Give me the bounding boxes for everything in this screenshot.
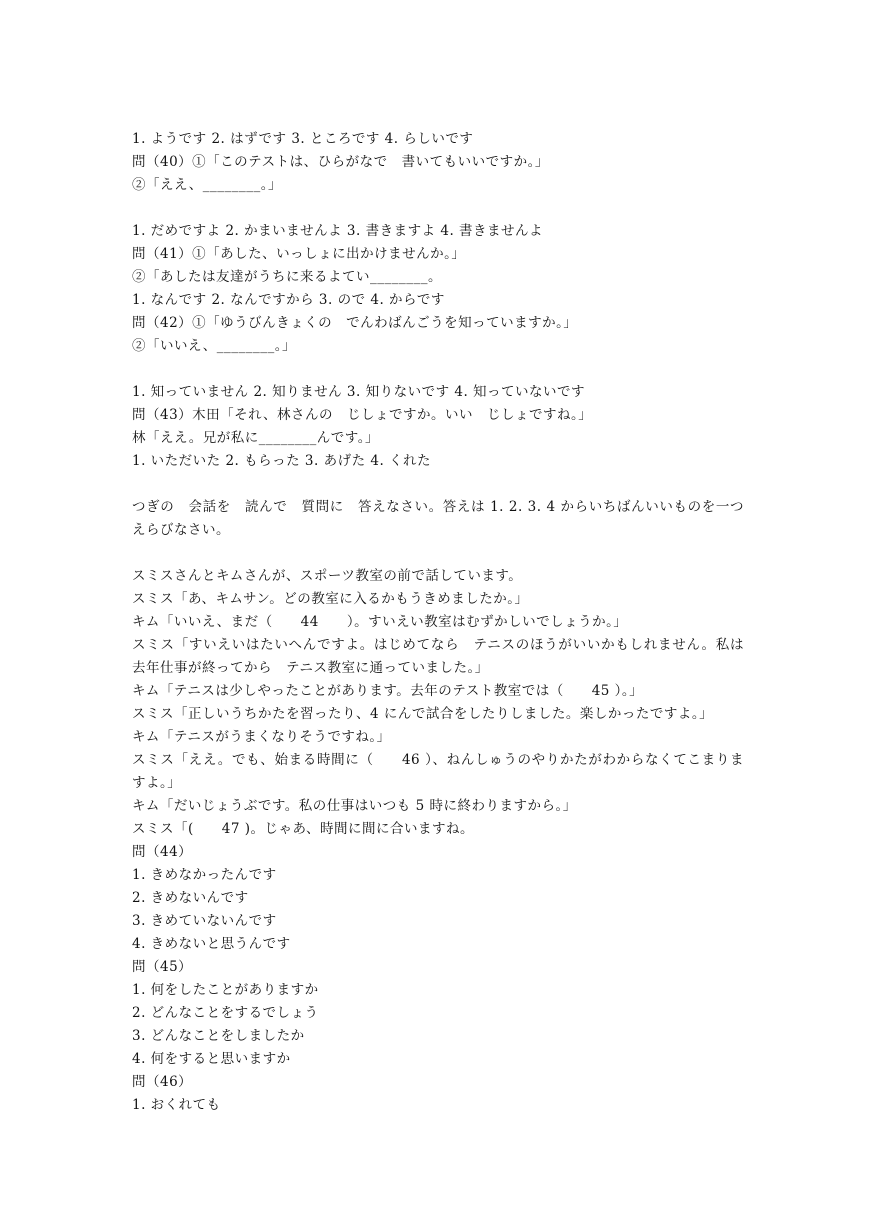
text-line: 3. どんなことをしましたか: [132, 1028, 305, 1044]
text-line: ②「いいえ、________。」: [132, 338, 297, 354]
text-line: 問（45）: [132, 959, 193, 975]
text-line: 問（43）木田「それ、林さんの じしょですか。いい じしょですね。」: [132, 407, 593, 423]
text-line: 1. ようです 2. はずです 3. ところです 4. らしいです: [132, 131, 474, 147]
text-line: 問（44）: [132, 844, 193, 860]
text-line: 2. きめないんです: [132, 890, 249, 906]
text-line: 1. だめですよ 2. かまいませんよ 3. 書きますよ 4. 書きませんよ: [132, 223, 544, 239]
text-line: スミス「正しいうちかたを習ったり、4 にんで試合をしたりしました。楽しかったですよ。」: [132, 706, 714, 722]
text-line: 1. おくれても: [132, 1097, 221, 1113]
text-line: 林「ええ。兄が私に________んです。」: [132, 430, 379, 446]
text-line: 1. なんです 2. なんですから 3. ので 4. からです: [132, 292, 445, 308]
paragraph: スミス「ええ。でも、始まる時間に（ 46 ）、ねんしゅうのやりかたがわからなくてこまりますよ。」: [132, 752, 744, 791]
text-line: 2. どんなことをするでしょう: [132, 1005, 319, 1021]
document-body: [132, 128, 744, 1117]
text-line: キム「だいじょうぶです。私の仕事はいつも 5 時に終わりますから。」: [132, 798, 577, 814]
text-line: 問（40）①「このテストは、ひらがなで 書いてもいいですか。」: [132, 154, 549, 170]
text-line: 1. 知っていません 2. 知りません 3. 知りないです 4. 知っていないです: [132, 384, 586, 400]
text-line: キム「いいえ、まだ（ 44 ）。すいえい教室はむずかしいでしょうか。」: [132, 614, 628, 630]
blank-line: [132, 473, 744, 496]
text-line: 1. きめなかったんです: [132, 867, 277, 883]
text-line: 1. 何をしたことがありますか: [132, 982, 319, 998]
text-line: ②「ええ、________。」: [132, 177, 283, 193]
text-line: ②「あしたは友達がうちに来るよてい________。: [132, 269, 442, 285]
text-line: 問（46）: [132, 1074, 193, 1090]
text-line: スミス「あ、キムサン。どの教室に入るかもうきめましたか。」: [132, 591, 529, 607]
blank-line: [132, 358, 744, 381]
text-line: キム「テニスは少しやったことがあります。去年のテスト教室では（ 45 ）。」: [132, 683, 644, 699]
blank-line: [132, 197, 744, 220]
text-line: キム「テニスがうまくなりそうですね。」: [132, 729, 391, 745]
text-line: スミス「( 47 )。じゃあ、時間に間に合いますね。: [132, 821, 474, 837]
blank-line: [132, 542, 744, 565]
text-line: 問（41）①「あした、いっしょに出かけませんか。」: [132, 246, 466, 262]
paragraph: つぎの 会話を 読んで 質問に 答えなさい。答えは 1. 2. 3. 4 からいちばんいいものを一つえらびなさい。: [132, 499, 744, 538]
paragraph: スミス「すいえいはたいへんですよ。はじめてなら テニスのほうがいいかもしれません。私は去年仕事が終ってから テニス教室に通っていました。」: [132, 637, 744, 676]
text-line: 4. 何をすると思いますか: [132, 1051, 291, 1067]
text-line: 3. きめていないんです: [132, 913, 277, 929]
text-line: 問（42）①「ゆうびんきょくの でんわばんごうを知っていますか。」: [132, 315, 578, 331]
text-line: 1. いただいた 2. もらった 3. あげた 4. くれた: [132, 453, 432, 469]
text-line: スミスさんとキムさんが、スポーツ教室の前で話しています。: [132, 568, 523, 584]
text-line: 4. きめないと思うんです: [132, 936, 291, 952]
